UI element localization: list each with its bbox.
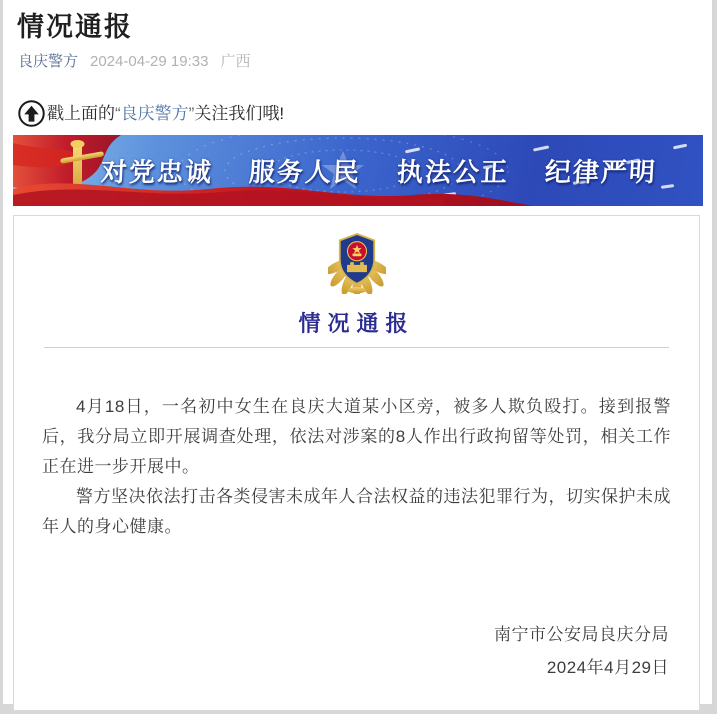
notice-paragraph-1: 4月18日，一名初中女生在良庆大道某小区旁，被多人欺负殴打。接到报警后，我分局立即开展调查处理，依法对涉案的8人作出行政拘留等处罚，相关工作正在进一步开展中。 bbox=[42, 397, 671, 476]
signature-date: 2024年4月29日 bbox=[546, 658, 669, 677]
notice-card bbox=[13, 215, 700, 711]
follow-suffix: 关注我们哦! bbox=[194, 103, 285, 123]
notice-body bbox=[32, 392, 681, 542]
slogan-2: 服务人民 bbox=[248, 157, 362, 187]
notice-paragraph-2: 警方坚决依法打击各类侵害未成年人合法权益的违法犯罪行为，切实保护未成年人的身心健康。 bbox=[42, 487, 671, 536]
publish-datetime: 2024-04-29 19:33 bbox=[90, 53, 209, 70]
follow-prefix: 戳上面的 bbox=[47, 103, 115, 123]
slogan-3: 执法公正 bbox=[396, 157, 510, 187]
article-meta bbox=[11, 52, 704, 72]
follow-bar bbox=[11, 99, 704, 128]
police-badge-icon bbox=[328, 232, 386, 294]
signature-block bbox=[32, 618, 681, 684]
author-link[interactable]: 良庆警方 bbox=[18, 53, 79, 70]
slogan-banner-image bbox=[13, 135, 703, 206]
notice-heading: 情况通报 bbox=[298, 311, 415, 336]
article-page bbox=[3, 0, 712, 704]
slogan-4: 纪律严明 bbox=[544, 157, 658, 187]
quote-close: ” bbox=[188, 103, 195, 123]
publish-location: 广西 bbox=[220, 53, 251, 70]
arrow-up-icon bbox=[17, 99, 46, 128]
banner-slogans bbox=[99, 135, 703, 206]
page-title: 情况通报 bbox=[17, 12, 133, 42]
police-badge-wrap bbox=[32, 232, 681, 299]
slogan-1: 对党忠诚 bbox=[100, 157, 214, 187]
follow-account-link[interactable]: 良庆警方 bbox=[120, 103, 189, 123]
signature-org: 南宁市公安局良庆分局 bbox=[494, 625, 669, 644]
quote-open: “ bbox=[115, 103, 121, 123]
notice-divider bbox=[44, 347, 669, 348]
